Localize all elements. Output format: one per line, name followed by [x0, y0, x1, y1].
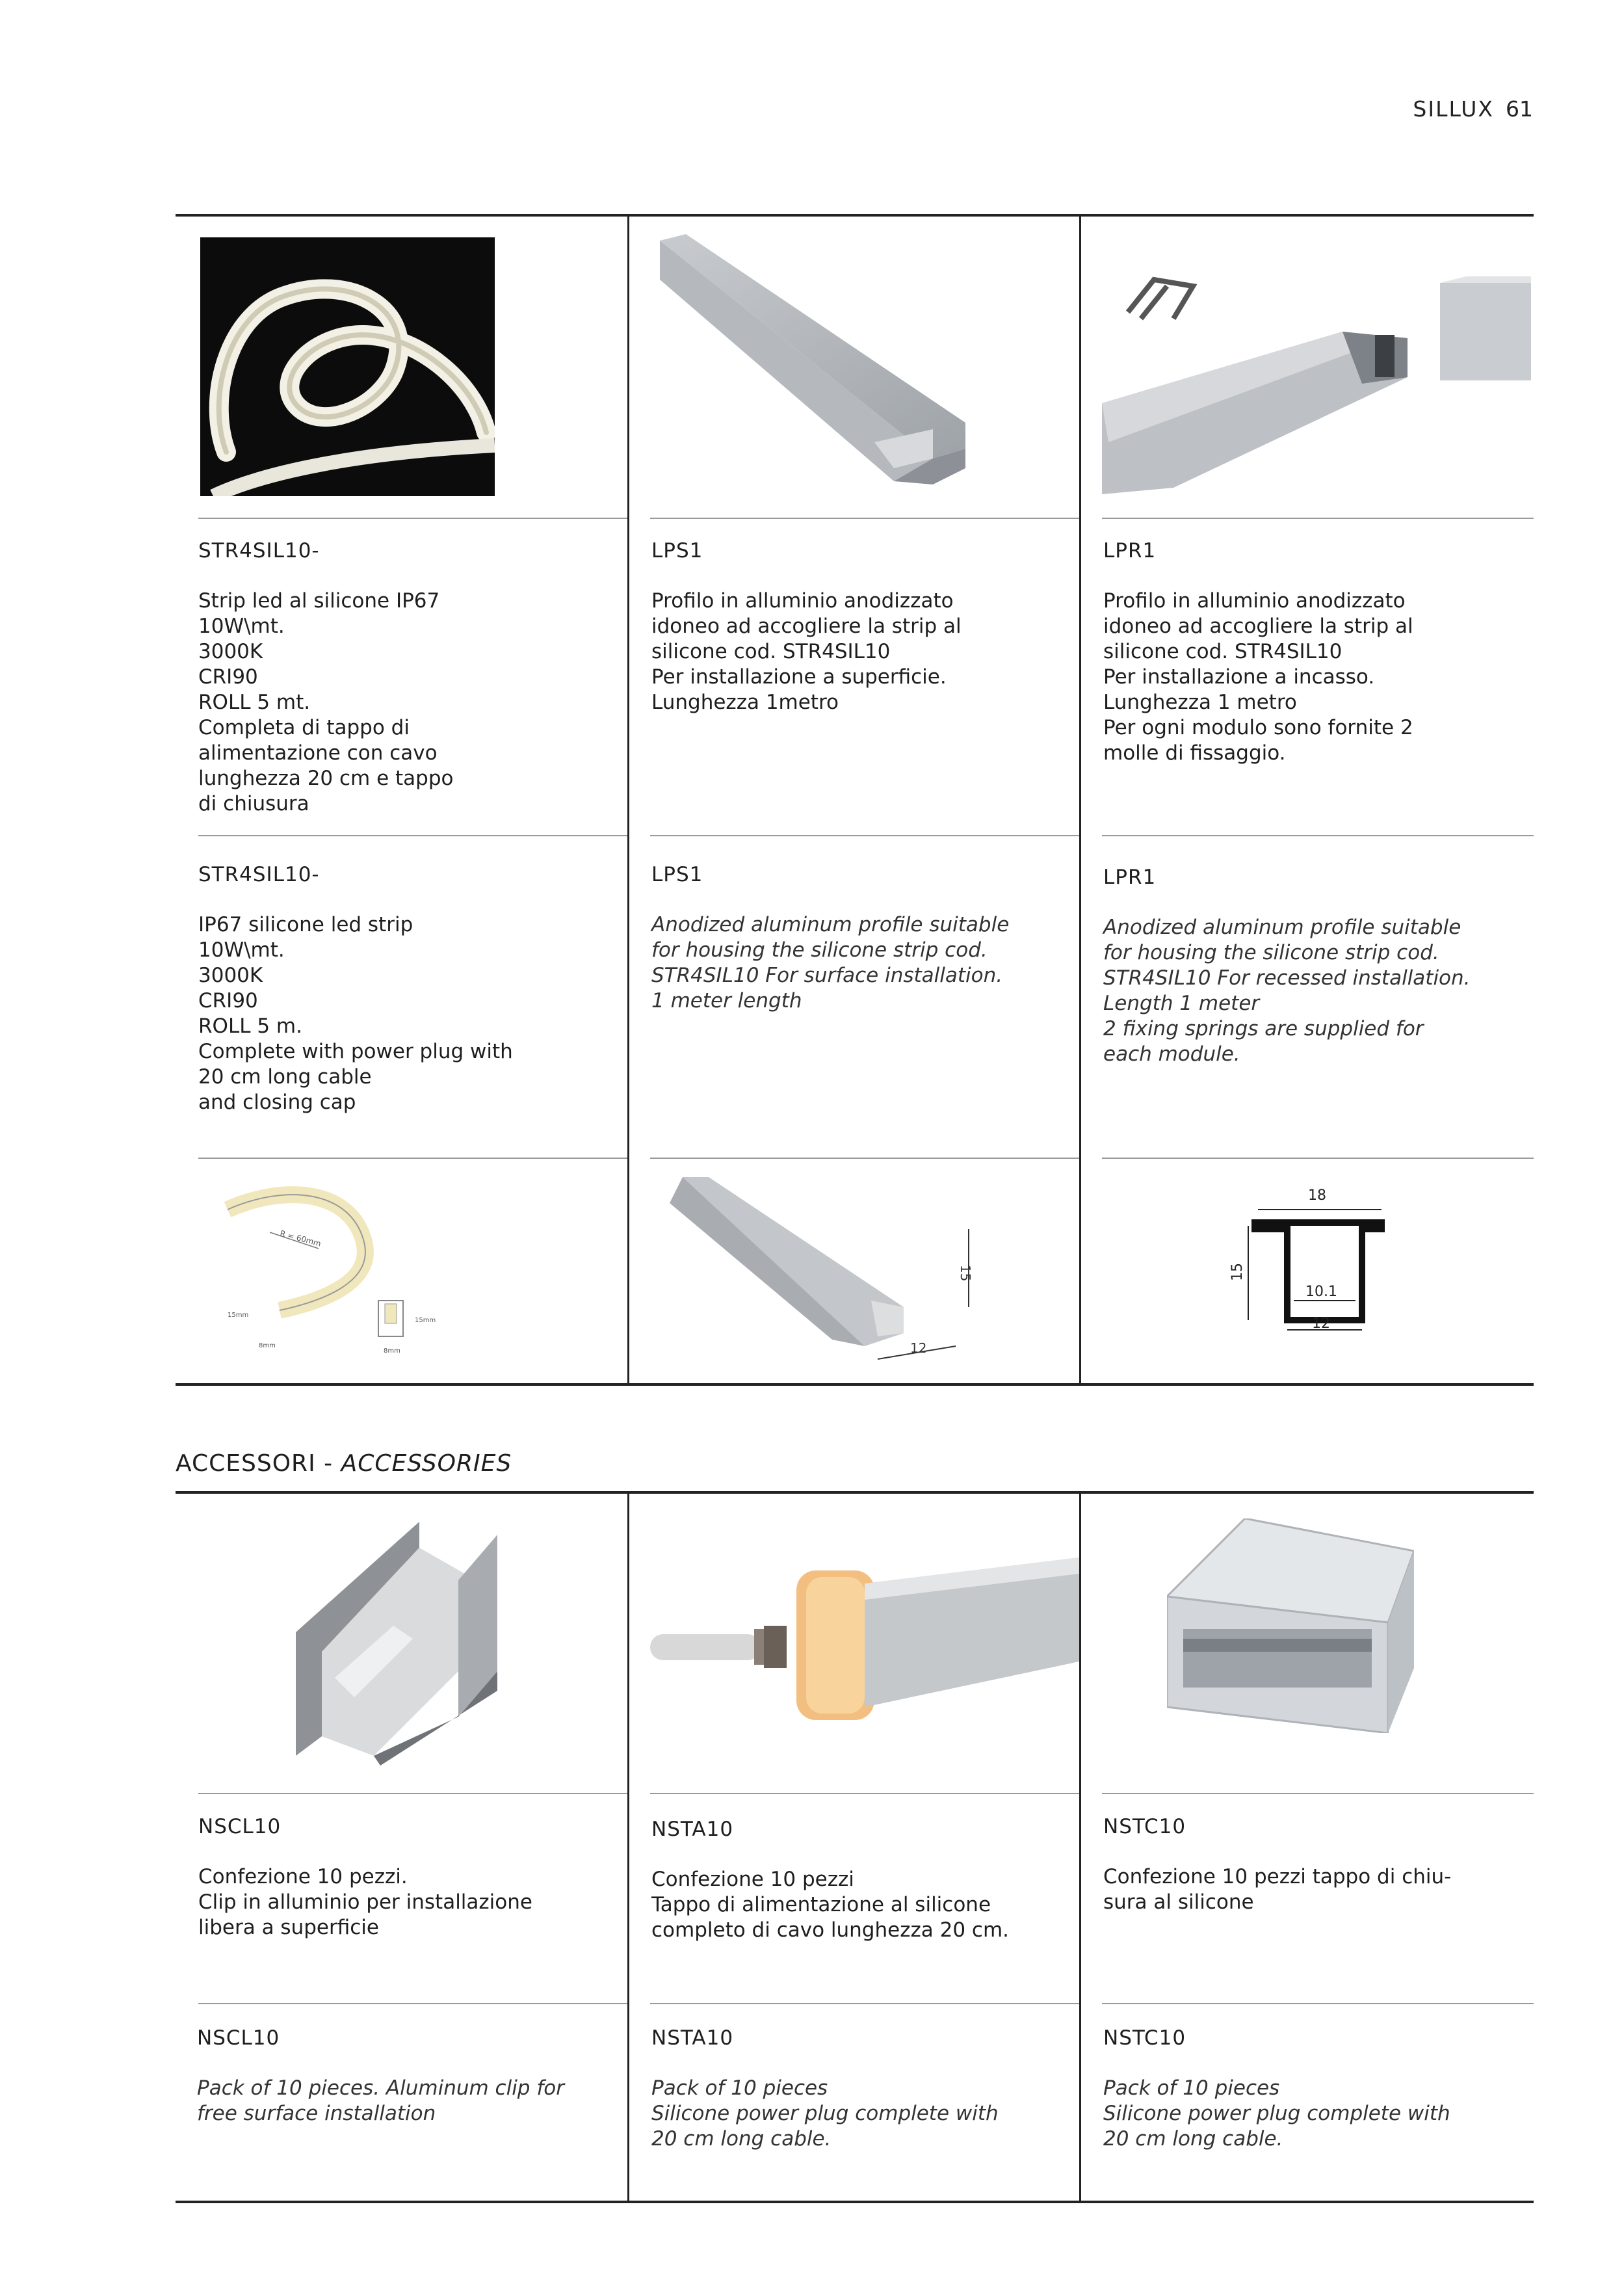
dimension-label: 15mm — [415, 1317, 436, 1324]
power-plug-photo — [650, 1525, 1079, 1723]
accessory-code: NSTC10 — [1103, 1815, 1186, 1838]
product-it-cell — [1103, 538, 1519, 766]
product-code: LPR1 — [1103, 539, 1157, 563]
accessory-description: Confezione 10 pezzi tappo di chiu- sura al silicone — [1103, 1865, 1452, 1914]
row-separator — [1102, 835, 1534, 836]
dimension-label: R = 60mm — [279, 1228, 322, 1249]
table-bottom-rule — [176, 1383, 1534, 1386]
product-code: LPR1 — [1103, 866, 1157, 889]
column-divider — [1079, 1492, 1081, 2201]
table-top-rule — [176, 214, 1534, 217]
accessories-bottom-rule — [176, 2201, 1534, 2203]
accessory-it-cell — [1103, 1814, 1519, 1915]
strip-dimension-drawing — [208, 1171, 455, 1366]
dimension-label: 12 — [1312, 1316, 1330, 1332]
dimension-label: 18 — [1308, 1187, 1326, 1204]
accessory-description: Pack of 10 pieces Silicone power plug complete with 20 cm long cable. — [651, 2076, 999, 2151]
lpr1-profile-photo — [1102, 273, 1531, 497]
accessories-title-italic: ACCESSORIES — [341, 1450, 512, 1477]
accessory-it-cell — [651, 1817, 1067, 1943]
accessory-code: NSCL10 — [198, 1815, 282, 1838]
dimension-label: 12 — [910, 1340, 927, 1356]
accessory-en-cell — [1103, 2026, 1519, 2152]
row-separator — [650, 1158, 1079, 1159]
accessory-description: Pack of 10 pieces Silicone power plug complete with 20 cm long cable. — [1103, 2076, 1450, 2151]
product-code: STR4SIL10- — [198, 863, 320, 886]
row-separator — [650, 2003, 1079, 2004]
accessory-description: Pack of 10 pieces. Aluminum clip for free surface installation — [197, 2076, 564, 2125]
column-divider — [1079, 215, 1081, 1384]
accessory-en-cell — [651, 2026, 1067, 2152]
product-description: Anodized aluminum profile suitable for housing the silicone strip cod. STR4SIL10 For surface installation. 1 meter length — [651, 913, 1010, 1013]
product-code: LPS1 — [651, 863, 703, 886]
lps1-profile-photo — [660, 234, 965, 488]
product-description: Anodized aluminum profile suitable for housing the silicone strip cod. STR4SIL10 For recessed installation. Length 1 meter 2 fixing springs are supplied for each module. — [1103, 916, 1471, 1066]
dimension-label: 8mm — [259, 1342, 276, 1349]
row-separator — [650, 835, 1079, 836]
row-separator — [198, 1793, 627, 1794]
row-separator — [1102, 1158, 1534, 1159]
accessories-top-rule — [176, 1491, 1534, 1494]
led-strip-coil-photo — [200, 237, 495, 496]
row-separator — [198, 2003, 627, 2004]
accessory-en-cell — [197, 2026, 613, 2126]
brand-name: SILLUX — [1413, 96, 1494, 122]
lps1-dimension-drawing — [670, 1177, 982, 1372]
row-separator — [650, 1793, 1079, 1794]
product-code: LPS1 — [651, 539, 703, 563]
product-code: STR4SIL10- — [198, 539, 320, 563]
accessory-description: Confezione 10 pezzi Tappo di alimentazione al silicone completo di cavo lunghezza 20 cm. — [651, 1868, 1009, 1942]
dimension-label: 8mm — [384, 1347, 400, 1355]
column-divider — [627, 215, 629, 1384]
dimension-label: 15 — [958, 1265, 973, 1282]
row-separator — [198, 518, 627, 519]
accessories-heading — [176, 1450, 512, 1477]
product-en-cell — [1103, 865, 1519, 1067]
accessory-code: NSCL10 — [197, 2026, 280, 2050]
accessory-code: NSTC10 — [1103, 2026, 1186, 2050]
product-description: Profilo in alluminio anodizzato idoneo ad accogliere la strip al silicone cod. STR4SIL10 Per installazione a incasso. Lunghezza 1 metro Per ogni modulo sono fornite 2 molle di fissaggio. — [1103, 589, 1413, 765]
accessory-code: NSTA10 — [651, 1818, 734, 1841]
accessory-it-cell — [198, 1814, 614, 1940]
product-it-cell — [651, 538, 1067, 715]
column-divider — [627, 1492, 629, 2201]
aluminum-clip-photo — [296, 1522, 497, 1766]
dimension-label: 15 — [1229, 1263, 1246, 1281]
product-it-cell — [198, 538, 614, 817]
end-cap-photo — [1167, 1518, 1414, 1733]
accessory-code: NSTA10 — [651, 2026, 734, 2050]
dimension-label: 15mm — [228, 1312, 249, 1319]
accessories-title: ACCESSORI - — [176, 1450, 341, 1477]
row-separator — [1102, 1793, 1534, 1794]
accessory-description: Confezione 10 pezzi. Clip in alluminio per installazione libera a superficie — [198, 1865, 532, 1939]
page-number: 61 — [1506, 96, 1533, 122]
row-separator — [650, 518, 1079, 519]
row-separator — [1102, 2003, 1534, 2004]
row-separator — [1102, 518, 1534, 519]
row-separator — [198, 835, 627, 836]
product-description: IP67 silicone led strip 10W\mt. 3000K CRI90 ROLL 5 m. Complete with power plug with 20 cm long cable and closing cap — [198, 913, 513, 1114]
page-header — [1413, 96, 1533, 122]
product-description: Profilo in alluminio anodizzato idoneo ad accogliere la strip al silicone cod. STR4SIL10 Per installazione a superficie. Lunghezza 1metro — [651, 589, 962, 714]
dimension-label: 10.1 — [1305, 1284, 1337, 1300]
product-en-cell — [651, 862, 1067, 1014]
product-en-cell — [198, 862, 614, 1115]
lpr1-section-drawing — [1229, 1184, 1398, 1343]
product-description: Strip led al silicone IP67 10W\mt. 3000K CRI90 ROLL 5 mt. Completa di tappo di alimentazione con cavo lunghezza 20 cm e tappo di chiusura — [198, 589, 454, 815]
row-separator — [198, 1158, 627, 1159]
